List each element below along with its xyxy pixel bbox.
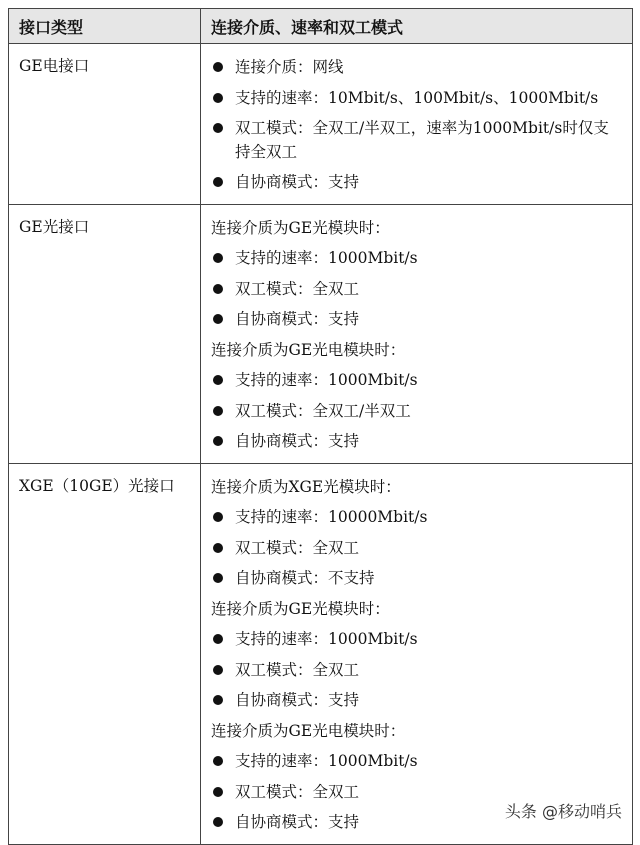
spec-cell bbox=[201, 463, 633, 844]
spec-text: 自协商模式：支持 bbox=[235, 691, 360, 709]
spec-list-item bbox=[211, 167, 622, 198]
spec-list-item bbox=[211, 746, 622, 777]
spec-list-item bbox=[211, 502, 622, 533]
spec-text: 支持的速率：1000Mbit/s bbox=[235, 630, 418, 648]
spec-text: 连接介质：网线 bbox=[235, 58, 344, 76]
spec-list-item bbox=[211, 655, 622, 686]
bullet-icon bbox=[213, 177, 223, 187]
spec-text: 双工模式：全双工/半双工 bbox=[235, 401, 411, 420]
spec-list-item bbox=[211, 274, 622, 305]
watermark: 头条 @移动哨兵 bbox=[504, 802, 622, 821]
spec-list-item bbox=[211, 426, 622, 457]
table-row bbox=[9, 204, 633, 463]
bullet-icon bbox=[213, 284, 223, 294]
header-interface-type: 接口类型 bbox=[9, 9, 201, 44]
spec-text: 自协商模式：支持 bbox=[235, 310, 360, 328]
spec-cell bbox=[201, 204, 633, 463]
bullet-icon bbox=[213, 436, 223, 446]
spec-text: 自协商模式：支持 bbox=[235, 813, 360, 831]
bullet-icon bbox=[213, 634, 223, 644]
bullet-icon bbox=[213, 573, 223, 583]
spec-list-item bbox=[211, 365, 622, 396]
spec-list-item bbox=[211, 83, 622, 114]
interface-type-cell: GE光接口 bbox=[9, 204, 201, 463]
spec-text: 双工模式：全双工 bbox=[235, 660, 360, 679]
spec-text: 支持的速率：1000Mbit/s bbox=[235, 371, 418, 389]
spec-list-item bbox=[211, 304, 622, 335]
spec-text: 支持的速率：1000Mbit/s bbox=[235, 752, 418, 770]
header-medium-rate-duplex: 连接介质、速率和双工模式 bbox=[201, 9, 633, 44]
table-row bbox=[9, 463, 633, 844]
spec-text: 双工模式：全双工/半双工，速率为1000Mbit/s时仅支持全双工 bbox=[235, 119, 609, 161]
bullet-icon bbox=[213, 512, 223, 522]
bullet-icon bbox=[213, 375, 223, 385]
medium-condition-heading: 连接介质为GE光模块时： bbox=[211, 599, 390, 618]
medium-condition-heading: 连接介质为GE光电模块时： bbox=[211, 340, 406, 359]
spec-text: 自协商模式：支持 bbox=[235, 432, 360, 450]
bullet-icon bbox=[213, 314, 223, 324]
bullet-icon bbox=[213, 665, 223, 675]
interface-spec-table bbox=[8, 8, 633, 845]
interface-type-cell: XGE（10GE）光接口 bbox=[9, 463, 201, 844]
spec-text: 自协商模式：不支持 bbox=[235, 569, 375, 587]
bullet-icon bbox=[213, 123, 223, 133]
spec-text: 支持的速率：10Mbit/s、100Mbit/s、1000Mbit/s bbox=[235, 88, 599, 107]
spec-text: 双工模式：全双工 bbox=[235, 538, 360, 557]
spec-text: 自协商模式：支持 bbox=[235, 173, 360, 191]
spec-list-item bbox=[211, 243, 622, 274]
medium-condition-heading: 连接介质为GE光电模块时： bbox=[211, 721, 406, 740]
spec-list-item bbox=[211, 113, 622, 167]
bullet-icon bbox=[213, 756, 223, 766]
medium-condition-heading: 连接介质为GE光模块时： bbox=[211, 218, 390, 237]
spec-text: 支持的速率：1000Mbit/s bbox=[235, 249, 418, 267]
medium-condition-heading: 连接介质为XGE光模块时： bbox=[211, 477, 401, 496]
bullet-icon bbox=[213, 406, 223, 416]
bullet-icon bbox=[213, 253, 223, 263]
bullet-icon bbox=[213, 695, 223, 705]
spec-list-item bbox=[211, 533, 622, 564]
bullet-icon bbox=[213, 817, 223, 827]
bullet-icon bbox=[213, 787, 223, 797]
spec-list-item bbox=[211, 563, 622, 594]
spec-list-item bbox=[211, 685, 622, 716]
spec-list-item bbox=[211, 52, 622, 83]
table-row bbox=[9, 44, 633, 205]
spec-text: 支持的速率：10000Mbit/s bbox=[235, 508, 428, 526]
spec-list-item bbox=[211, 624, 622, 655]
bullet-icon bbox=[213, 62, 223, 72]
header-row bbox=[9, 9, 633, 44]
spec-text: 双工模式：全双工 bbox=[235, 279, 360, 298]
spec-cell bbox=[201, 44, 633, 205]
bullet-icon bbox=[213, 93, 223, 103]
spec-list-item bbox=[211, 396, 622, 427]
spec-text: 双工模式：全双工 bbox=[235, 782, 360, 801]
interface-type-cell: GE电接口 bbox=[9, 44, 201, 205]
bullet-icon bbox=[213, 543, 223, 553]
